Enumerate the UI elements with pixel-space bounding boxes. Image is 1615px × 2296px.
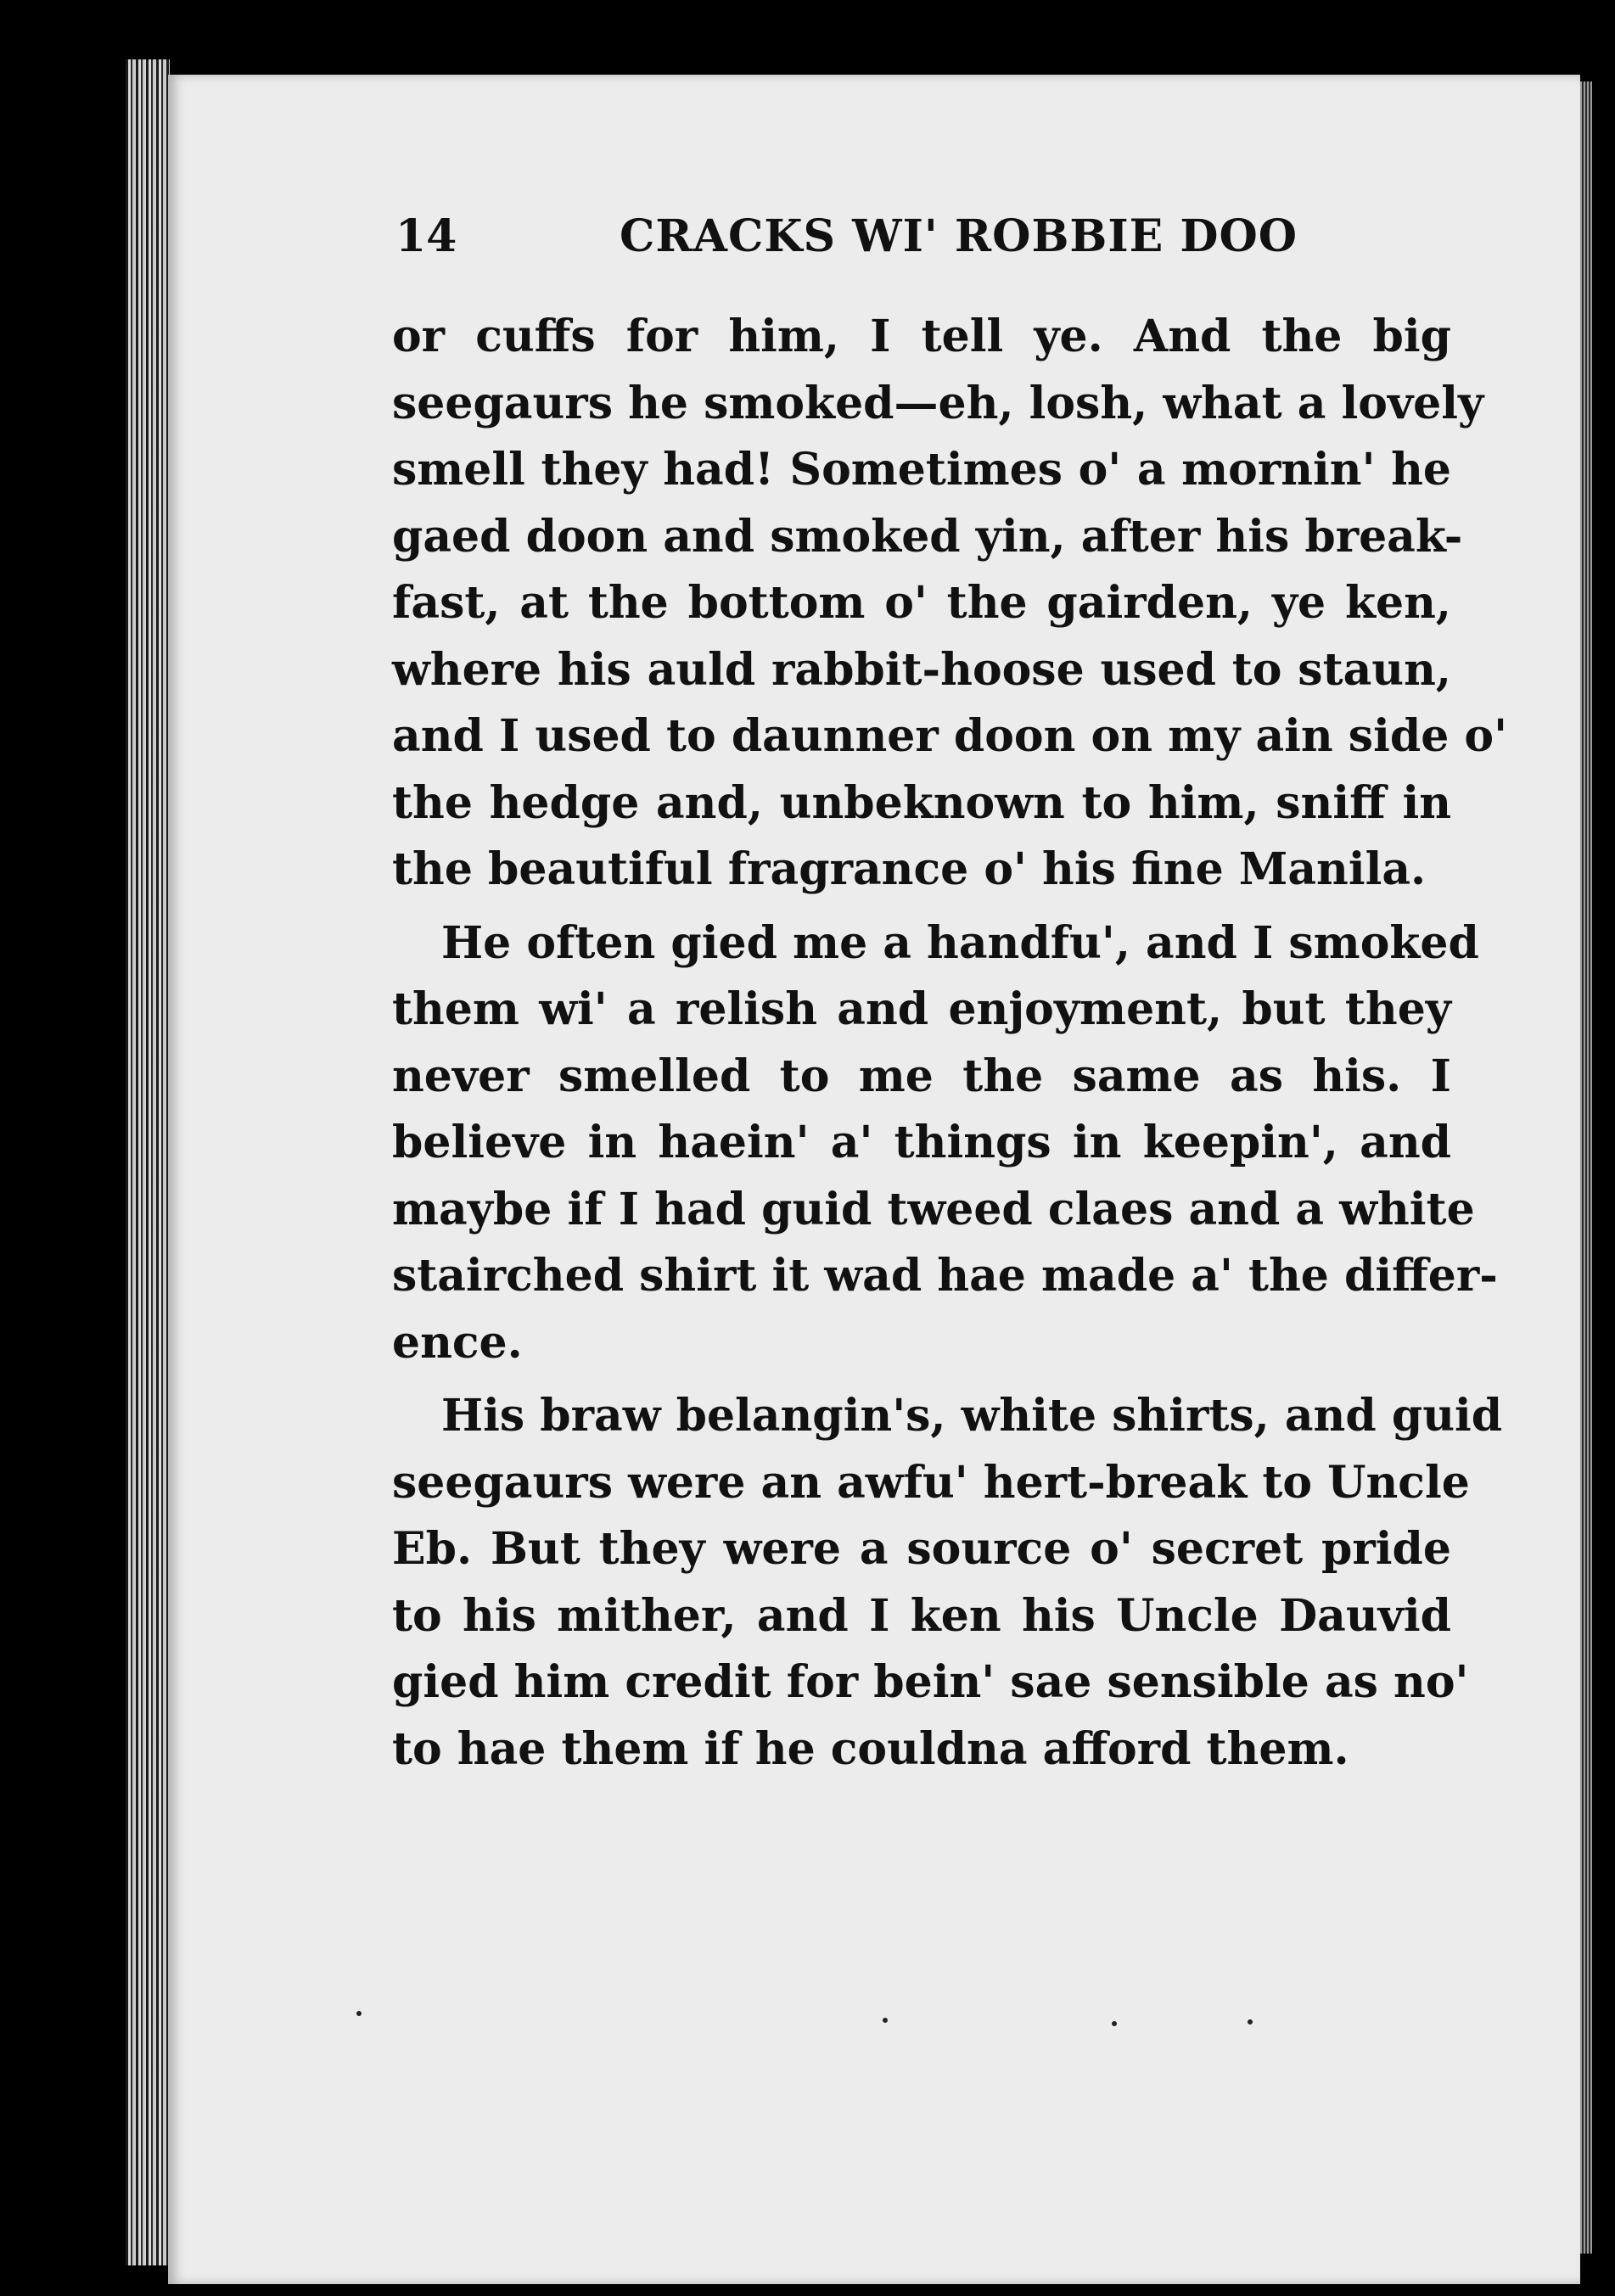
speck bbox=[356, 2011, 362, 2016]
page-edge bbox=[1580, 81, 1592, 2254]
paragraph-2 bbox=[392, 910, 1498, 1377]
text-line: seegaurs he smoked—eh, losh, what a lovely bbox=[392, 377, 1484, 429]
text-line: to hae them if he couldna afford them. bbox=[392, 1722, 1349, 1775]
text-line: believe in haein' a' things in keepin', and bbox=[392, 1117, 1451, 1168]
running-head bbox=[395, 210, 1448, 272]
text-line: gied him credit for bein' sae sensible as no' bbox=[392, 1656, 1469, 1708]
print-specks bbox=[356, 2002, 1375, 2036]
speck bbox=[1112, 2021, 1117, 2026]
text-line: gaed doon and smoked yin, after his break- bbox=[392, 510, 1463, 563]
text-line: the beautiful fragrance o' his fine Manila. bbox=[392, 843, 1427, 895]
text-line: to his mither, and I ken his Uncle Dauvid bbox=[392, 1589, 1451, 1642]
text-line: the hedge and, unbeknown to him, sniff in bbox=[392, 776, 1451, 829]
text-line: seegaurs were an awfu' hert-break to Uncle bbox=[392, 1456, 1470, 1509]
text-line: where his auld rabbit-hoose used to staun, bbox=[392, 643, 1451, 696]
text-line: maybe if I had guid tweed claes and a white bbox=[392, 1183, 1475, 1235]
text-line: He often gied me a handfu', and I smoked bbox=[441, 916, 1479, 969]
text-line: Eb. But they were a source o' secret pride bbox=[392, 1523, 1451, 1575]
paragraph-1 bbox=[392, 304, 1507, 904]
text-line: and I used to daunner doon on my ain side o' bbox=[392, 710, 1507, 762]
book-title: CRACKS WI' ROBBIE DOO bbox=[620, 210, 1298, 262]
paragraph-3 bbox=[392, 1383, 1503, 1783]
text-line: never smelled to me the same as his. I bbox=[392, 1050, 1451, 1102]
text-line: smell they had! Sometimes o' a mornin' he bbox=[392, 444, 1451, 496]
text-line: stairched shirt it wad hae made a' the differ- bbox=[392, 1250, 1498, 1302]
body-text bbox=[392, 304, 1507, 1789]
speck bbox=[883, 2018, 888, 2023]
text-line: fast, at the bottom o' the gairden, ye ken, bbox=[392, 577, 1451, 629]
speck bbox=[1248, 2019, 1253, 2024]
text-line: ence. bbox=[392, 1316, 523, 1369]
text-line: or cuffs for him, I tell ye. And the big bbox=[392, 311, 1451, 362]
page-number: 14 bbox=[395, 210, 457, 262]
text-line: them wi' a relish and enjoyment, but they bbox=[392, 983, 1451, 1035]
book-spine bbox=[126, 59, 170, 2265]
text-line: His braw belangin's, white shirts, and guid bbox=[441, 1390, 1503, 1442]
